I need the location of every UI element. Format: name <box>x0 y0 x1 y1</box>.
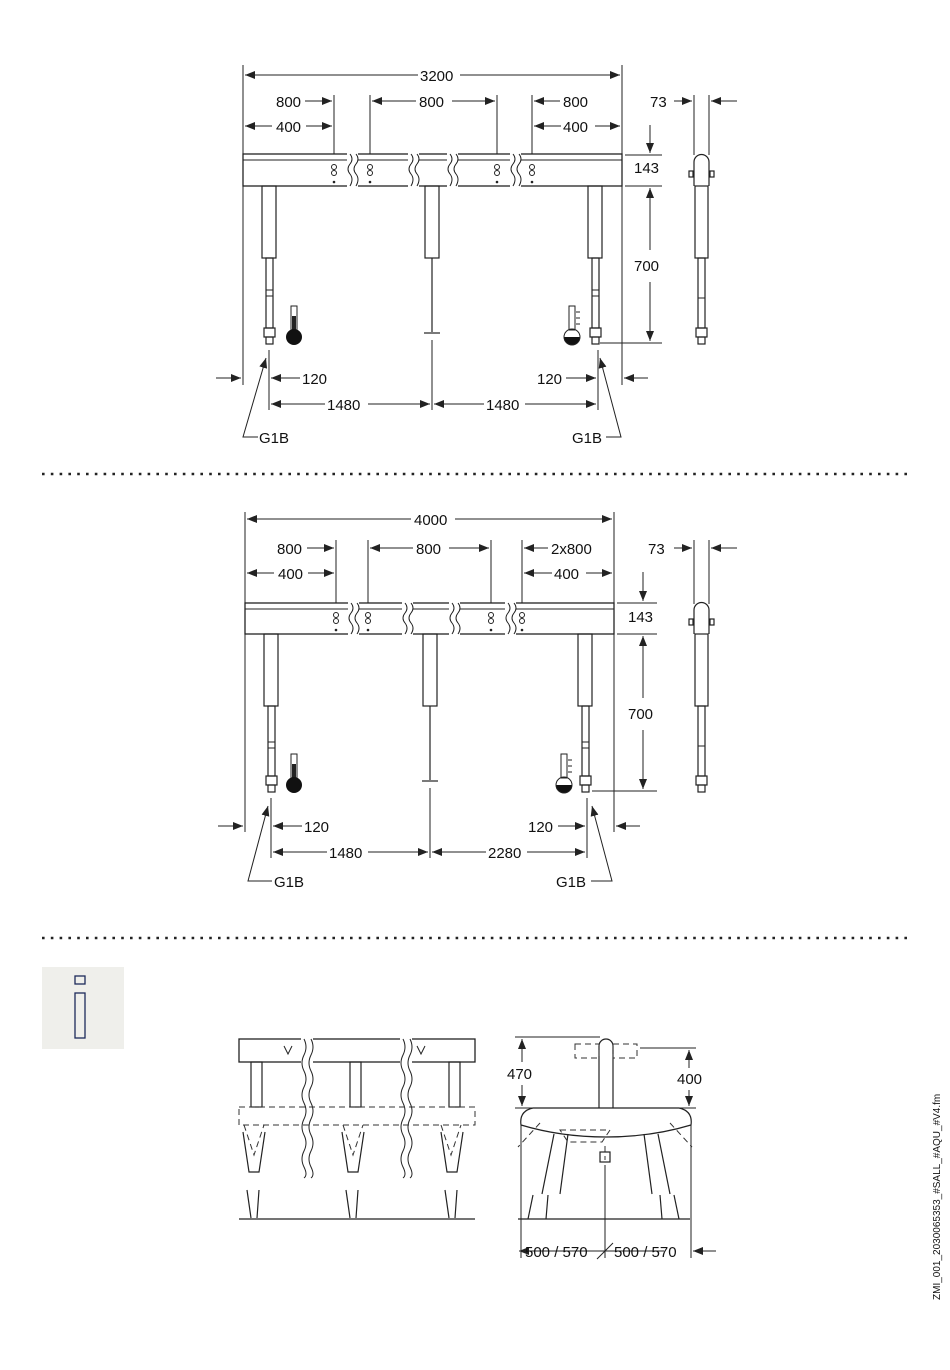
fig3-height-left-dim: 470 <box>507 1066 533 1083</box>
fig1-overall-dim: 3200 <box>420 68 454 85</box>
fig2-depth-dim: 73 <box>648 541 665 558</box>
fig2-overall-dim: 4000 <box>414 512 448 529</box>
figure-3-side <box>507 1037 716 1261</box>
fig2-span-right-dim: 2280 <box>488 845 522 862</box>
fig1-rail-front <box>243 150 622 190</box>
fig2-cold-thermometer-icon <box>286 754 302 793</box>
fig2-rail-height-dim: 143 <box>628 609 654 626</box>
fig1-leg-center <box>424 186 440 333</box>
fig2-row2-left-dim: 400 <box>278 566 304 583</box>
fig2-offset-left-dim: 120 <box>304 819 330 836</box>
fig2-leg-right <box>578 634 592 792</box>
figure-2 <box>218 512 737 891</box>
fig2-span-left-dim: 1480 <box>329 845 363 862</box>
fig3-height-right-dim: 400 <box>677 1071 703 1088</box>
fig2-thread-left: G1B <box>274 874 305 891</box>
fig1-row2-left-dim: 400 <box>276 119 302 136</box>
fig1-rail-height-dim: 143 <box>634 160 660 177</box>
fig1-cold-thermometer-icon <box>286 306 302 345</box>
fig1-leg-height-dim: 700 <box>634 258 660 275</box>
fig2-leg-height-dim: 700 <box>628 706 654 723</box>
fig2-top-left-dim: 800 <box>277 541 303 558</box>
fig1-depth-dim: 73 <box>650 94 667 111</box>
figure-1 <box>216 65 737 447</box>
fig1-top-left-dim: 800 <box>276 94 302 111</box>
fig3-width-right-dim: 500 / 570 <box>614 1244 677 1261</box>
fig2-leg-left <box>264 634 278 792</box>
fig1-side-view <box>689 155 714 345</box>
footer-filename: ZMI_001_2030065353_#SALL_#AQU_#V4.fm <box>932 1093 943 1300</box>
fig2-offset-right-dim: 120 <box>528 819 554 836</box>
fig2-hot-thermometer-icon <box>556 754 572 793</box>
fig1-leg-right <box>588 186 602 344</box>
fig1-top-right-dim: 800 <box>563 94 589 111</box>
fig1-thread-right: G1B <box>572 430 603 447</box>
fig1-span-right-dim: 1480 <box>486 397 520 414</box>
fig1-offset-right-dim: 120 <box>537 371 563 388</box>
fig2-top-right-dim: 2x800 <box>551 541 592 558</box>
figure-3-front <box>239 1035 475 1219</box>
fig2-side-view <box>689 603 714 793</box>
fig1-row2-right-dim: 400 <box>563 119 589 136</box>
fig2-rail-front <box>245 599 614 639</box>
fig3-width-left-dim: 500 / 570 <box>525 1244 588 1261</box>
fig1-thread-left: G1B <box>259 430 290 447</box>
fig2-thread-right: G1B <box>556 874 587 891</box>
fig1-hot-thermometer-icon <box>564 306 580 345</box>
fig2-leg-center <box>422 634 438 781</box>
fig1-offset-left-dim: 120 <box>302 371 328 388</box>
fig1-top-mid-dim: 800 <box>419 94 445 111</box>
fig1-leg-left <box>262 186 276 344</box>
fig2-top-mid-dim: 800 <box>416 541 442 558</box>
fig1-span-left-dim: 1480 <box>327 397 361 414</box>
fig2-row2-right-dim: 400 <box>554 566 580 583</box>
